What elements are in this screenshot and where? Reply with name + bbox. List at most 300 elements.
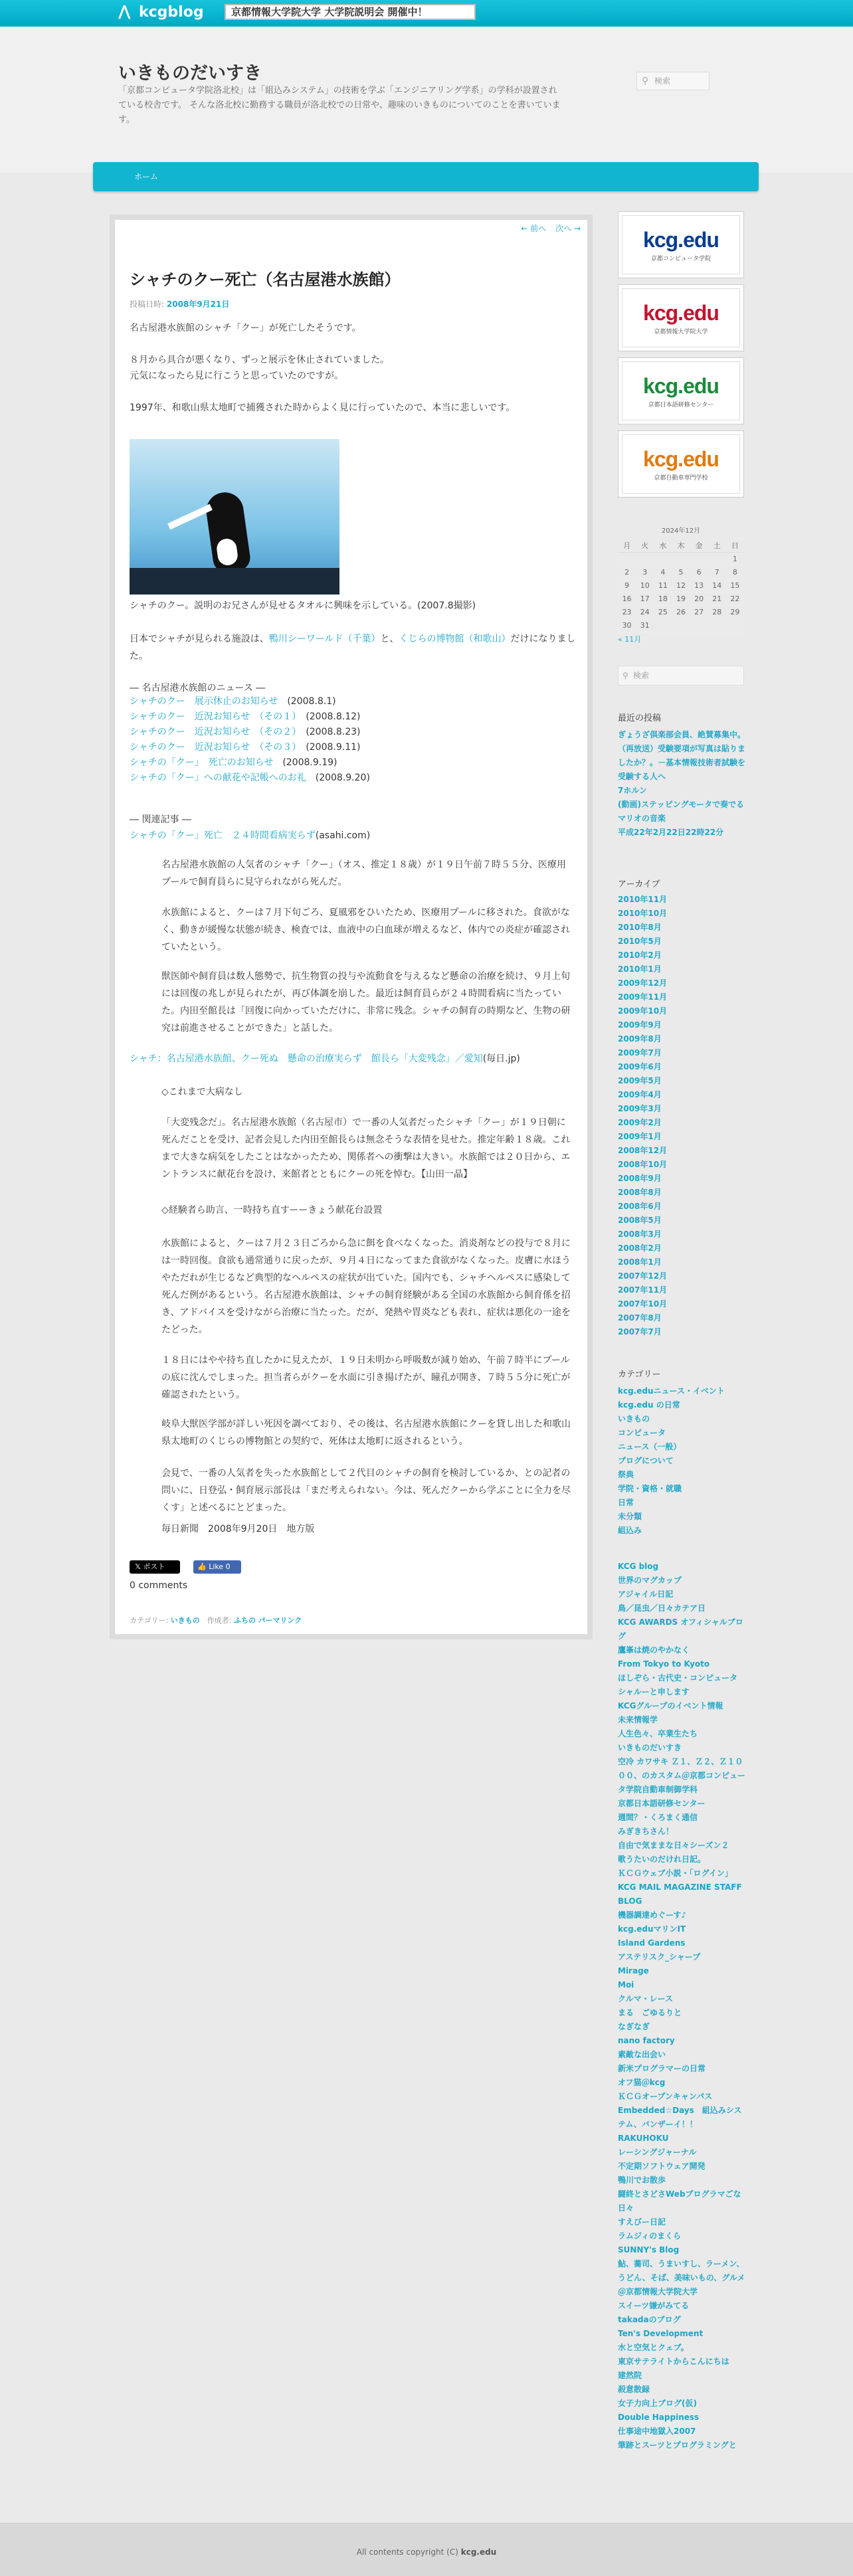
category-link[interactable]: 組込み	[618, 1526, 642, 1535]
blogroll-link[interactable]: 素敵な出会い	[618, 2050, 666, 2059]
blogroll-link[interactable]: みぎきちさん！	[618, 1827, 674, 1836]
category-link[interactable]: コンピュータ	[618, 1428, 666, 1437]
archive-item	[618, 1311, 745, 1325]
archive-link[interactable]: 2007年10月	[618, 1299, 668, 1309]
blogroll-link[interactable]: 鮎、蕎司、うまいすし、ラーメン、うどん、そば、美味いもの、グルメ＠京都情報大学院大学	[618, 2259, 745, 2296]
archive-item	[618, 963, 745, 976]
sidebar-search-input[interactable]	[618, 666, 744, 686]
blogroll-item	[618, 2341, 745, 2355]
category-label: カテゴリー:	[130, 1616, 169, 1625]
category-link[interactable]: ブログについて	[618, 1456, 674, 1465]
archive-link[interactable]: 2008年9月	[618, 1174, 662, 1183]
blogroll-item	[618, 1755, 745, 1797]
news-link[interactable]: シャチのクー 近況お知らせ （その１）	[130, 711, 297, 722]
calendar-day: 18	[654, 593, 672, 606]
blogroll-link[interactable]: 不定期ソフトウェア開発	[618, 2162, 706, 2171]
blogroll-link[interactable]: RAKUHOKU	[618, 2134, 669, 2143]
news-date: (2008.9.20)	[315, 773, 370, 783]
category-link[interactable]: いきもの	[618, 1414, 650, 1424]
news-date: (2008.8.1)	[287, 696, 336, 707]
blogroll-link[interactable]: Ten's Development	[618, 2329, 704, 2338]
calendar-week	[618, 606, 744, 619]
recent-post-link[interactable]: ぎょうざ倶楽部会員、絶賛募集中。	[618, 730, 746, 739]
news-link[interactable]: シャチのクー 展示休止のお知らせ	[130, 696, 278, 707]
blogroll-item	[618, 1964, 745, 1978]
calendar-day: 21	[708, 593, 726, 606]
archive-item	[618, 1297, 745, 1311]
calendar-body	[618, 553, 744, 632]
blogroll-link[interactable]: 鳥／昆虫／日々カテア日	[618, 1604, 706, 1613]
news-date: (2008.8.23)	[306, 727, 361, 737]
related-heading: ― 関連記事 ―	[130, 814, 191, 825]
archive-link[interactable]: 2008年8月	[618, 1188, 662, 1197]
blogroll-link[interactable]: Embedded☆Days 組込みシステム、バンザーイ！！	[618, 2106, 742, 2129]
calendar-week	[618, 566, 744, 579]
quote-2: 水族館によると、クーは７月下旬ごろ、夏風邪をひいたため、医療用プールに移された。食欲がなく、動きが緩慢な状態が続き、検査では、血液中の白血球が増えるなど、体内での炎症が確認されていたという。	[161, 907, 571, 953]
calendar-day	[690, 553, 708, 566]
like-button[interactable]: 👍 Like 0	[193, 1560, 241, 1574]
news-date: (2008.8.12)	[306, 711, 361, 722]
news-link[interactable]: シャチの「クー」 死亡のお知らせ	[130, 757, 274, 768]
quote-9: 岐阜大獣医学部が詳しい死因を調べており、その後は、名古屋港水族館にクーを貸し出した和歌山県太地町のくじらの博物館との契約で、死体は太地町に返されるという。	[161, 1419, 571, 1447]
category-item	[618, 1426, 745, 1440]
blogroll-item	[618, 1615, 745, 1643]
blogroll-item	[618, 2299, 745, 2313]
orca-photo[interactable]	[130, 439, 339, 595]
quote-8: １８日にはやや持ち直したかに見えたが、１９日未明から呼吸数が減り始め、午前７時半にプールの底に沈んでしまった。担当者らがクーを水面に引き揚げたが、瞳孔が開き、７時５５分に死亡が確認されたという。	[161, 1355, 571, 1400]
mainichi-link[interactable]: シャチ：名古屋港水族館、クー死ぬ 懸命の治療実らず 館長ら「大変残念」／愛知	[130, 1054, 483, 1064]
logo-text: kcgblog	[139, 3, 204, 21]
date-link[interactable]: 2008年9月21日	[166, 300, 230, 309]
archive-link[interactable]: 2009年7月	[618, 1048, 662, 1058]
blogroll-link[interactable]: nano factory	[618, 2036, 675, 2045]
recent-posts-list	[618, 728, 745, 840]
archive-link[interactable]: 2008年5月	[618, 1216, 662, 1225]
header-search-input[interactable]	[636, 72, 710, 90]
blogroll-link[interactable]: Mirage	[618, 1966, 649, 1976]
blogroll-item	[618, 2062, 745, 2076]
site-description: 「京都コンピュータ学院洛北校」は「組込みシステム」の技術を学ぶ「エンジニアリング学系」の学科が設置されている校舎です。 そんな洛北校に勤務する職員が洛北校での日常や、趣味のいきものについてのことを書いています。	[118, 86, 561, 125]
archive-link[interactable]: 2009年5月	[618, 1076, 662, 1085]
blogroll-link[interactable]: まる ごゆるりと	[618, 2008, 682, 2017]
archive-link[interactable]: 2009年4月	[618, 1090, 662, 1099]
archive-link[interactable]: 2008年6月	[618, 1202, 662, 1211]
archive-link[interactable]: 2009年9月	[618, 1020, 662, 1030]
category-item	[618, 1398, 745, 1412]
archive-item	[618, 1325, 745, 1339]
archive-list	[618, 893, 745, 1339]
archive-link[interactable]: 2009年10月	[618, 1006, 668, 1016]
blogroll-item	[618, 1992, 745, 2006]
blogroll-item	[618, 1867, 745, 1881]
recent-post-item	[618, 798, 745, 826]
blogroll-link[interactable]: KCG AWARDS オフィシャルブログ	[618, 1617, 743, 1641]
archive-link[interactable]: 2009年6月	[618, 1062, 662, 1071]
calendar-day-header: 火	[636, 539, 654, 553]
recent-post-link[interactable]: (動画)ステッピングモータで奏でるマリオの音楽	[618, 800, 745, 823]
blogroll-link[interactable]: シャルーと申します	[618, 1687, 690, 1697]
recent-post-item	[618, 826, 745, 840]
blogroll-link[interactable]: ＫＣＧウェブ小説・「ログイン」	[618, 1869, 733, 1878]
archive-item	[618, 1116, 745, 1130]
blogroll-link[interactable]: Double Happiness	[618, 2413, 700, 2422]
archive-item	[618, 1269, 745, 1283]
prev-post-link[interactable]: ← 前へ	[521, 224, 547, 233]
comments-count[interactable]: 0 comments	[130, 1580, 188, 1591]
blogroll-link[interactable]: スイーツ嫌がみてる	[618, 2301, 690, 2310]
news-link[interactable]: シャチの「クー」への献花や記帳へのお礼	[130, 773, 306, 783]
quote-10: 会見で、一番の人気者を失った水族館として２代目のシャチの飼育を検討しているか、との記者の問いに、日登弘・飼育展示部長は「まだ考えられない。今は、死んだクーから学ぶことに全力を尽くす」と述べるにとどまった。	[161, 1468, 571, 1513]
kcgm-banner[interactable]	[618, 430, 744, 498]
archive-item	[618, 949, 745, 963]
archive-link[interactable]: 2008年10月	[618, 1160, 668, 1169]
kamogawa-link[interactable]: 鴨川シーワールド（千葉）	[268, 634, 381, 644]
news-item	[130, 755, 581, 771]
archive-link[interactable]: 2009年12月	[618, 978, 668, 988]
calendar-day: 19	[672, 593, 690, 606]
blogroll-item	[618, 2313, 745, 2327]
archive-link[interactable]: 2010年11月	[618, 895, 668, 904]
quote-source: 毎日新聞 2008年9月20日 地方版	[161, 1524, 315, 1534]
quote-6: ◇経験者ら助言、一時持ち直すーーきょう献花台設置	[161, 1205, 383, 1216]
blogroll-link[interactable]: 機器調達めぐーす♪	[618, 1910, 687, 1920]
blogroll-item	[618, 2327, 745, 2341]
search-placeholder: 検索	[654, 76, 671, 86]
archive-link[interactable]: 2008年3月	[618, 1230, 662, 1239]
nav-home[interactable]: ホーム	[134, 172, 159, 181]
archive-item	[618, 1046, 745, 1060]
blogroll-link[interactable]: KCG MAIL MAGAZINE STAFF BLOG	[618, 1883, 742, 1906]
calendar-day	[654, 619, 672, 632]
blogroll-item	[618, 2411, 745, 2425]
quote-5: 「大変残念だ」。名古屋港水族館（名古屋市）で一番の人気者だったシャチ「クー」が１９日朝に死んだことを受け、記者会見した内田至館長らは無念そうな表情を見せた。推定年齢１８歳。これまで大きな病気をしたことはなかったため、関係者への衝撃は大きい。水族館では２０日から、エントランスに献花台を設け、来館者とともにクーの死を悼む。【山田一晶】	[161, 1117, 571, 1180]
blogroll-item	[618, 2229, 745, 2243]
calendar-widget	[618, 525, 744, 644]
archive-link[interactable]: 2010年5月	[618, 937, 662, 946]
blogroll-link[interactable]: 歌うたいのだけれ日記。	[618, 1855, 706, 1864]
calendar-header-row	[618, 539, 744, 553]
blogroll-link[interactable]: 建然院	[618, 2371, 642, 2380]
copyright-brand[interactable]: kcg.edu	[460, 2547, 497, 2557]
calendar-prev-link[interactable]: « 11月	[618, 635, 642, 644]
archive-item	[618, 1004, 745, 1018]
post-container	[110, 215, 593, 1639]
calendar-week	[618, 619, 744, 632]
blogroll-item	[618, 1839, 745, 1853]
author-link[interactable]: ふちの	[234, 1616, 256, 1625]
blogroll-item	[618, 1602, 745, 1615]
blogroll-item	[618, 2034, 745, 2048]
calendar-day-header: 金	[690, 539, 708, 553]
date-label: 投稿日時:	[130, 300, 165, 309]
photo-caption: シャチのクー。説明のお兄さんが見せるタオルに興味を示している。(2007.8撮影)	[130, 600, 476, 611]
calendar-day-header: 木	[672, 539, 690, 553]
blogroll-link[interactable]: 仕事途中地獄入2007	[618, 2427, 696, 2436]
category-item	[618, 1524, 745, 1538]
next-post-link[interactable]: 次へ →	[555, 224, 581, 233]
banner-sub: 京都自動車専門学校	[654, 474, 708, 482]
kcgi-banner[interactable]	[618, 284, 744, 351]
blogroll-link[interactable]: 筆跡とスーツとプログラミングと	[618, 2440, 737, 2450]
blogroll-link[interactable]: KCGグループのイベント情報	[618, 1701, 723, 1710]
blogroll-link[interactable]: SUNNY's Blog	[618, 2245, 680, 2254]
archive-item	[618, 1018, 745, 1032]
blogroll-item	[618, 1881, 745, 1908]
author-label: 作成者:	[207, 1616, 232, 1625]
archive-item	[618, 935, 745, 949]
search-placeholder: 検索	[633, 671, 650, 680]
calendar-day: 13	[690, 579, 708, 593]
blogroll-item	[618, 1922, 745, 1936]
calendar-day: 9	[618, 579, 636, 593]
blogroll-link[interactable]: 自由で気ままな日々シーズン２	[618, 1841, 729, 1850]
blogroll-link[interactable]: クルマ・レース	[618, 1994, 674, 2003]
archive-item	[618, 1214, 745, 1228]
blogroll-link[interactable]: アステリスク_シャープ	[618, 1952, 701, 1962]
top-bar	[0, 0, 853, 27]
archive-item	[618, 1032, 745, 1046]
asahi-source: (asahi.com)	[315, 830, 371, 841]
blogroll-item	[618, 2243, 745, 2257]
banner-title: kcg.edu	[643, 300, 719, 325]
blogroll-link[interactable]: なぎなぎ	[618, 2022, 650, 2031]
archive-item	[618, 1144, 745, 1158]
blogroll-item	[618, 1811, 745, 1825]
calendar-day-header: 水	[654, 539, 672, 553]
blogroll-link[interactable]: takadaのブログ	[618, 2315, 681, 2324]
news-item	[130, 771, 581, 786]
post-date	[130, 298, 229, 310]
archive-title: アーカイブ	[618, 879, 660, 889]
blogroll-link[interactable]: レーシングジャーナル	[618, 2148, 697, 2157]
copyright	[0, 2547, 853, 2557]
site-title[interactable]: いきものだいすき	[118, 63, 262, 84]
blogroll-item	[618, 1574, 745, 1588]
blogroll-item	[618, 2257, 745, 2299]
blogroll-item	[618, 1978, 745, 1992]
category-link[interactable]: 祭典	[618, 1470, 634, 1479]
archive-item	[618, 907, 745, 921]
blogroll-link[interactable]: 空冷 カワサキ Ｚ１、Ｚ２、Ｚ１０００、のカスタム＠京都コンピュータ学院自動車制御学科	[618, 1757, 746, 1794]
archive-link[interactable]: 2008年2月	[618, 1243, 662, 1253]
calendar-week	[618, 593, 744, 606]
calendar-day: 15	[726, 579, 744, 593]
archive-link[interactable]: 2009年1月	[618, 1132, 662, 1141]
blogroll-link[interactable]: 鷹峯は焼のやかなく	[618, 1645, 690, 1655]
blogroll-link[interactable]: すえびー日記	[618, 2217, 666, 2227]
blogroll-item	[618, 2020, 745, 2034]
banner-title: kcg.edu	[643, 446, 719, 471]
calendar-day: 31	[636, 619, 654, 632]
archive-link[interactable]: 2009年11月	[618, 992, 668, 1002]
recent-post-item	[618, 728, 745, 742]
quote-7: 水族館によると、クーは７月２３日ごろから急に餌を食べなくなった。消炎剤などの投与で８月には一時回復。食欲も通常通りに戻ったが、９月４日になってまた食欲がなくなった。皮膚に水ほうやただれが生じるなど典型的なヘルペスの症状が出ていた。国内でも、シャチヘルペスに感染して死んだ例があるという。名古屋港水族館は、シャチの飼育経験がある全国の水族館から飼育係を招き、アドバイスを受けながら治療に当たった。だが、発熱や胃炎なども表れ、症状は悪化の一途をたどった。	[161, 1238, 571, 1335]
blogroll-item	[618, 1685, 745, 1699]
blogroll-link[interactable]: ラムジィのまくら	[618, 2231, 682, 2241]
blogroll-link[interactable]: 鴨川でお散歩	[618, 2175, 666, 2185]
banner-frame	[622, 215, 740, 274]
archive-item	[618, 1186, 745, 1200]
calendar-day	[708, 553, 726, 566]
para-2b: 元気になったら見に行こうと思っていたのですが。	[130, 371, 343, 381]
banner-frame	[622, 288, 740, 347]
category-link[interactable]: kcg.eduニュース・イベント	[618, 1386, 725, 1396]
quote-4: ◇これまで大病なし	[161, 1087, 243, 1097]
blogroll-link[interactable]: 女子力向上ブログ(仮)	[618, 2399, 697, 2408]
blogroll-link[interactable]: ＫＣＧオープンキャンパス	[618, 2092, 713, 2101]
recent-post-link[interactable]: 7ホルン	[618, 786, 648, 795]
news-item	[130, 725, 581, 740]
calendar-day	[672, 619, 690, 632]
blogroll-link[interactable]: 水と空気とクェブ。	[618, 2343, 689, 2352]
kujira-museum-link[interactable]: くじらの博物館（和歌山）	[399, 634, 511, 644]
category-title: カテゴリー	[618, 1370, 661, 1380]
kcgblog-logo[interactable]	[118, 3, 204, 21]
blogroll-link[interactable]: 週間？・くろまく通信	[618, 1813, 698, 1822]
category-link[interactable]: 日常	[618, 1498, 634, 1507]
blogroll-link[interactable]: From Tokyo to Kyoto	[618, 1659, 710, 1669]
category-link[interactable]: 未分類	[618, 1512, 642, 1521]
category-link[interactable]: 学院・資格・就職	[618, 1484, 682, 1493]
archive-item	[618, 1060, 745, 1074]
archive-link[interactable]: 2009年8月	[618, 1034, 662, 1044]
blogroll-item	[618, 1936, 745, 1950]
calendar-day	[690, 619, 708, 632]
blogroll-link[interactable]: Island Gardens	[618, 1938, 686, 1948]
calendar-day	[672, 553, 690, 566]
blogroll-link[interactable]: KCG blog	[618, 1562, 659, 1571]
banner-title: kcg.edu	[643, 373, 719, 398]
news-link[interactable]: シャチのクー 近況お知らせ （その２）	[130, 727, 297, 737]
calendar-day: 1	[726, 553, 744, 566]
para-4-text-c: だけになりました。	[130, 634, 576, 662]
calendar-day: 22	[726, 593, 744, 606]
archive-item	[618, 1200, 745, 1214]
search-icon: ⚲	[642, 76, 649, 86]
para-1: 名古屋港水族館のシャチ「クー」が死亡したそうです。	[130, 323, 361, 333]
archive-link[interactable]: 2009年2月	[618, 1118, 662, 1127]
recent-post-link[interactable]: （再放送）受験要項が写真は貼りましたか？。－基本情報技術者試験を受験する人へ	[618, 744, 746, 781]
blogroll-link[interactable]: 東京サテライトからこんにちは	[618, 2357, 729, 2366]
recent-post-link[interactable]: 平成22年2月22日22時22分	[618, 828, 724, 837]
archive-item	[618, 1283, 745, 1297]
category-list	[618, 1384, 745, 1538]
post-meta	[130, 1615, 302, 1625]
blogroll-item	[618, 1657, 745, 1671]
related-2	[130, 1050, 581, 1067]
calendar-week	[618, 579, 744, 593]
calendar-day: 11	[654, 579, 672, 593]
blogroll-item	[618, 2006, 745, 2020]
quote-1: 名古屋港水族館の人気者のシャチ「クー」（オス、推定１８歳）が１９日午前７時５５分、医療用プールで飼育員らに見守られながら死んだ。	[161, 860, 566, 887]
open-campus-banner[interactable]: 京都情報大学院大学 大学院説明会 開催中！	[225, 4, 476, 20]
blogroll-item	[618, 2048, 745, 2062]
category-link[interactable]: いきもの	[170, 1616, 200, 1625]
blogroll-link[interactable]: 人生色々、卒業生たち	[618, 1729, 698, 1738]
calendar-day: 28	[708, 606, 726, 619]
blogroll-item	[618, 1671, 745, 1685]
quote-3: 獣医師や飼育員は数人態勢で、抗生物質の投与や流動食を与えるなど懸命の治療を続け、９月上旬には回復の兆しが見られたが、再び体調を崩した。最近は飼育員らが２４時間看病に当たっていた。内田至館長は「回復に向かっていただけに、非常に残念。シャチの飼育の時期など、生物の研究は前進させることができた」と話した。	[161, 971, 571, 1034]
blogroll-item	[618, 1560, 745, 1574]
category-link[interactable]: kcg.edu の日常	[618, 1400, 680, 1410]
para-4-text-b: と、	[380, 634, 399, 644]
calendar-day: 20	[690, 593, 708, 606]
calendar-day	[708, 619, 726, 632]
archive-link[interactable]: 2007年7月	[618, 1327, 662, 1336]
blogroll-item	[618, 2173, 745, 2187]
archive-link[interactable]: 2010年2月	[618, 951, 662, 960]
archive-link[interactable]: 2007年12月	[618, 1271, 668, 1281]
calendar-day: 27	[690, 606, 708, 619]
para-4-text-a: 日本でシャチが見られる施設は、	[130, 634, 269, 644]
news-item	[130, 709, 581, 725]
archive-link[interactable]: 2007年8月	[618, 1313, 662, 1323]
archive-link[interactable]: 2010年10月	[618, 909, 668, 918]
blogroll-link[interactable]: 未来情報学	[618, 1715, 658, 1724]
news-list	[130, 694, 581, 786]
para-2a: ８月から具合が悪くなり、ずっと展示を休止されていました。	[130, 355, 390, 365]
news-date: (2008.9.19)	[282, 757, 337, 768]
blogroll-item	[618, 2187, 745, 2215]
calendar-day-header: 日	[726, 539, 744, 553]
tweet-button[interactable]: 𝕏 ポスト	[130, 1560, 180, 1574]
asahi-link[interactable]: シャチの「クー」死亡 ２４時間看病実らず	[130, 830, 316, 841]
category-link[interactable]: ニュース（一般）	[618, 1442, 682, 1451]
archive-item	[618, 921, 745, 935]
blogroll-link[interactable]: オフ猫＠kcg	[618, 2078, 666, 2087]
blogroll-item	[618, 1797, 745, 1811]
related-1	[130, 827, 581, 844]
permalink[interactable]: パーマリンク	[258, 1616, 302, 1625]
blogroll-link[interactable]: ほしぞら・古代史・コンピュータ	[618, 1673, 738, 1683]
archive-link[interactable]: 2008年12月	[618, 1146, 668, 1155]
blogroll-link[interactable]: 闘終とさどさWebプログラマごな日々	[618, 2189, 741, 2213]
archive-link[interactable]: 2007年11月	[618, 1285, 668, 1295]
archive-link[interactable]: 2008年1月	[618, 1257, 662, 1267]
archive-item	[618, 976, 745, 990]
archive-link[interactable]: 2010年8月	[618, 923, 662, 932]
blogroll-link[interactable]: 世界のマグカップ	[618, 1576, 682, 1585]
main-nav	[93, 162, 759, 191]
archive-link[interactable]: 2009年3月	[618, 1104, 662, 1113]
copyright-text: All contents copyright (C)	[356, 2547, 458, 2557]
blogroll-item	[618, 1908, 745, 1922]
blogroll-link[interactable]: 殺意散録	[618, 2385, 650, 2394]
blogroll-link[interactable]: いきものだいすき	[618, 1743, 682, 1752]
news-link[interactable]: シャチのクー 近況お知らせ （その３）	[130, 742, 297, 753]
archive-link[interactable]: 2010年1月	[618, 965, 662, 974]
blogroll-link[interactable]: Moi	[618, 1980, 634, 1989]
archive-item	[618, 1242, 745, 1255]
kcg-banner[interactable]	[618, 211, 744, 278]
blogroll-link[interactable]: 新米プログラマーの日常	[618, 2064, 706, 2073]
archive-item	[618, 1255, 745, 1269]
calendar-day: 8	[726, 566, 744, 579]
archive-item	[618, 1102, 745, 1116]
search-icon: ⚲	[622, 671, 628, 680]
blogroll-link[interactable]: アジャイル日記	[618, 1590, 674, 1599]
recent-posts-title: 最近の投稿	[618, 713, 662, 723]
blogroll-link[interactable]: 京都日本語研修センター	[618, 1799, 706, 1808]
blogroll-link[interactable]: kcg.eduマリンIT	[618, 1924, 686, 1934]
calendar-day: 6	[690, 566, 708, 579]
calendar-week	[618, 553, 744, 566]
kcgl-banner[interactable]	[618, 357, 744, 424]
blogroll-item	[618, 1741, 745, 1755]
blogroll-item	[618, 2146, 745, 2160]
mainichi-source: (毎日.jp)	[482, 1054, 520, 1064]
calendar-day: 10	[636, 579, 654, 593]
